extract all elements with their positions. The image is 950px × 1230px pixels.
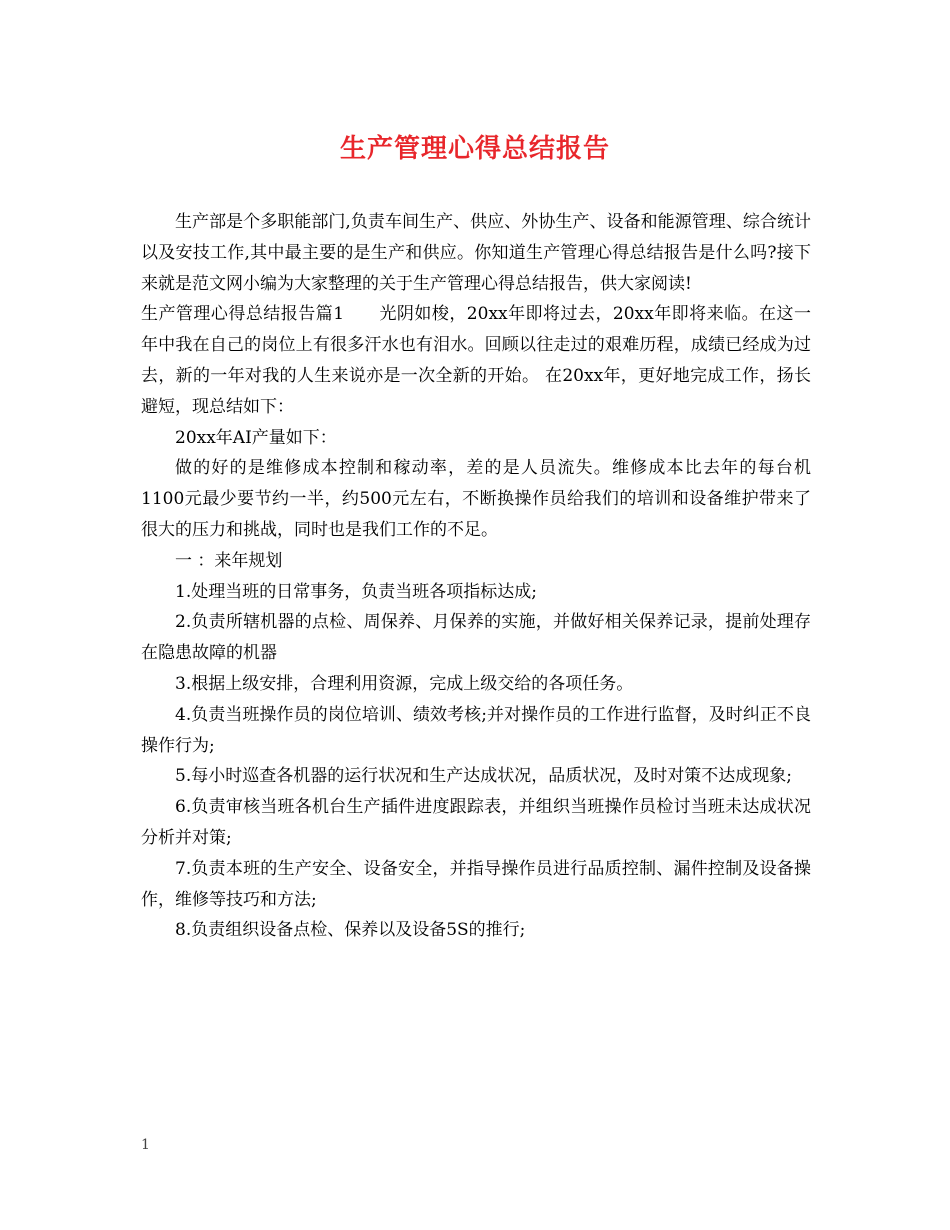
plan-item-7: 7.负责本班的生产安全、设备安全，并指导操作员进行品质控制、漏件控制及设备操作，维修等技巧和方法; bbox=[141, 858, 811, 910]
intro-paragraph: 生产部是个多职能部门,负责车间生产、供应、外协生产、设备和能源管理、综合统计以及安技工作,其中最主要的是生产和供应。你知道生产管理心得总结报告是什么吗?接下来就是范文网小编为大家整理的关于生产管理心得总结报告，供大家阅读! bbox=[141, 212, 811, 294]
plan-item-3: 3.根据上级安排，合理利用资源，完成上级交给的各项任务。 bbox=[175, 673, 634, 694]
plan-heading: 一 ：来年规划 bbox=[175, 550, 283, 571]
plan-item-2: 2.负责所辖机器的点检、周保养、月保养的实施，并做好相关保养记录，提前处理存在隐患故障的机器 bbox=[141, 612, 811, 664]
plan-item-4: 4.负责当班操作员的岗位培训、绩效考核;并对操作员的工作进行监督，及时纠正不良操作行为; bbox=[141, 704, 811, 756]
output-heading: 20xx年AI产量如下： bbox=[175, 427, 337, 448]
section-heading-paragraph: 生产管理心得总结报告篇1 光阴如梭，20xx年即将过去，20xx年即将来临。在这一年中我在自己的岗位上有很多汗水也有泪水。回顾以往走过的艰难历程，成绩已经成为过去，新的一年对我的人生来说亦是一次全新的开始。 在20xx年，更好地完成工作，扬长避短，现总结如下： bbox=[141, 304, 811, 417]
page-number: 1 bbox=[141, 1137, 150, 1153]
plan-item-1: 1.处理当班的日常事务，负责当班各项指标达成; bbox=[175, 581, 537, 602]
document-title: 生产管理心得总结报告 bbox=[339, 134, 610, 164]
plan-item-8: 8.负责组织设备点检、保养以及设备5S的推行; bbox=[175, 920, 526, 941]
plan-item-5: 5.每小时巡查各机器的运行状况和生产达成状况，品质状况，及时对策不达成现象; bbox=[175, 766, 792, 787]
performance-paragraph: 做的好的是维修成本控制和稼动率，差的是人员流失。维修成本比去年的每台机1100元最少要节约一半，约500元左右，不断换操作员给我们的培训和设备维护带来了很大的压力和挑战，同时也是我们工作的不足。 bbox=[141, 458, 811, 540]
plan-item-6: 6.负责审核当班各机台生产插件进度跟踪表，并组织当班操作员检讨当班未达成状况分析并对策; bbox=[141, 797, 811, 848]
document-body bbox=[141, 207, 811, 946]
